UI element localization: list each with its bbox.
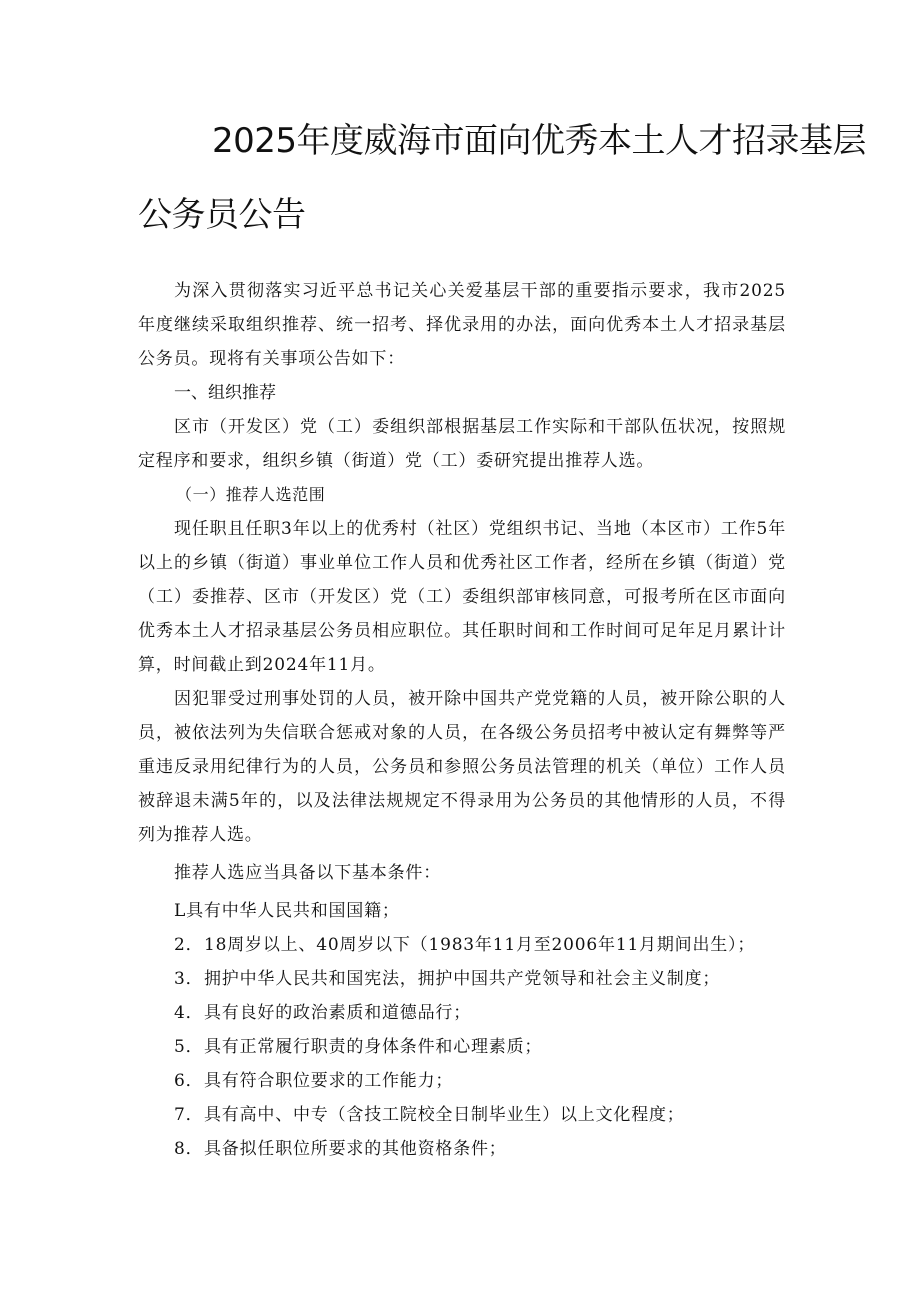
condition-item xyxy=(174,1132,507,1166)
section-heading-organization-recommendation: 一、组织推荐 xyxy=(174,383,276,403)
condition-text: 具备拟任职位所要求的其他资格条件； xyxy=(204,1139,507,1159)
condition-text: 具有符合职位要求的工作能力； xyxy=(204,1071,454,1091)
condition-item xyxy=(174,1030,542,1064)
condition-item xyxy=(174,1098,685,1132)
scope-paragraph-2: 因犯罪受过刑事处罚的人员，被开除中国共产党党籍的人员，被开除公职的人员，被依法列为失信联合惩戒对象的人员，在各级公务员招考中被认定有舞弊等严重违反录用纪律行为的人员，公务员和参照公务员法管理的机关（单位）工作人员被辞退未满5年的，以及法律法规规定不得录用为公务员的其他情形的人员，不得列为推荐人选。 xyxy=(138,689,786,845)
section1-paragraph: 区市（开发区）党（工）委组织部根据基层工作实际和干部队伍状况，按照规定程序和要求，组织乡镇（街道）党（工）委研究提出推荐人选。 xyxy=(138,417,786,471)
scope-paragraph-1: 现任职且任职3年以上的优秀村（社区）党组织书记、当地（本区市）工作5年以上的乡镇（街道）事业单位工作人员和优秀社区工作者，经所在乡镇（街道）党（工）委推荐、区市（开发区）党（工）委组织部审核同意，可报考所在区市面向优秀本土人才招录基层公务员相应职位。其任职时间和工作时间可足年足月累计计算，时间截止到2024年11月。 xyxy=(138,519,786,675)
document-title-line-2: 公务员公告 xyxy=(138,195,306,235)
condition-item xyxy=(174,996,471,1030)
condition-number: 4． xyxy=(174,1003,204,1023)
condition-text: 18周岁以上、40周岁以下（1983年11月至2006年11月期间出生）； xyxy=(204,935,756,955)
condition-text: 具有正常履行职责的身体条件和心理素质； xyxy=(204,1037,543,1057)
conditions-intro: 推荐人选应当具备以下基本条件： xyxy=(174,863,441,883)
intro-paragraph: 为深入贯彻落实习近平总书记关心关爱基层干部的重要指示要求，我市2025年度继续采取组织推荐、统一招考、择优录用的办法，面向优秀本土人才招录基层公务员。现将有关事项公告如下： xyxy=(138,281,786,369)
condition-item xyxy=(174,1064,453,1098)
condition-item xyxy=(174,928,755,962)
condition-item xyxy=(174,962,720,996)
condition-text: 拥护中华人民共和国宪法，拥护中国共产党领导和社会主义制度； xyxy=(204,969,721,989)
condition-number: 6． xyxy=(174,1071,204,1091)
condition-text: 具有高中、中专（含技工院校全日制毕业生）以上文化程度； xyxy=(204,1105,685,1125)
condition-item xyxy=(174,894,400,928)
condition-number: 5． xyxy=(174,1037,204,1057)
condition-text: 具有良好的政治素质和道德品行； xyxy=(204,1003,471,1023)
condition-text: 具有中华人民共和国国籍； xyxy=(186,901,400,921)
condition-number: 3． xyxy=(174,969,204,989)
condition-number: L xyxy=(174,901,187,921)
condition-number: 8． xyxy=(174,1139,204,1159)
subsection-heading-scope: （一）推荐人选范围 xyxy=(176,485,326,504)
condition-number: 2． xyxy=(174,935,204,955)
condition-number: 7． xyxy=(174,1105,204,1125)
document-title-line-1: 2025年度威海市面向优秀本土人才招录基层 xyxy=(212,121,867,161)
